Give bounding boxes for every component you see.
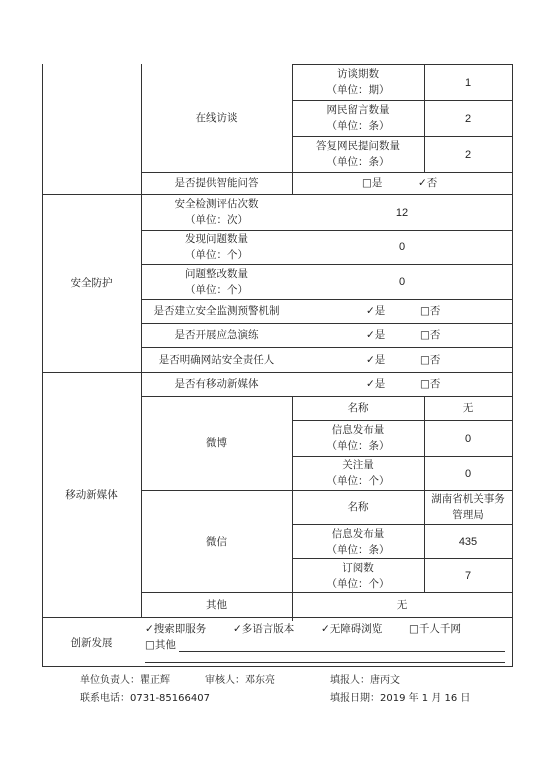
monitoring-mechanism-label: 是否建立安全监测预警机制 (153, 305, 280, 317)
smart-qa-label: 是否提供智能问答 (174, 177, 259, 189)
multi-language-checkbox[interactable]: ✓多语言版本 (233, 623, 295, 635)
row-line (141, 396, 513, 397)
table-border-left (42, 64, 43, 666)
monitoring-no-checkbox[interactable]: □否 (420, 305, 441, 317)
weixin-subscribers-value: 7 (464, 570, 472, 582)
reply-count-value: 2 (464, 149, 472, 161)
issues-fixed-label: 问题整改数量 （单位：个） (185, 268, 248, 296)
weixin-label: 微信 (206, 536, 227, 548)
drill-no-checkbox[interactable]: □否 (420, 329, 441, 341)
reviewer: 审核人：邓东亮 (205, 675, 275, 686)
weibo-posts-label: 信息发布量 （单位：条） (326, 424, 390, 452)
row-line (292, 64, 513, 65)
row-line (42, 194, 513, 195)
emergency-drill-label: 是否开展应急演练 (174, 329, 259, 341)
row-line (141, 323, 513, 324)
filler: 填报人：唐丙文 (330, 675, 400, 686)
weixin-name-label: 名称 (347, 501, 369, 513)
smart-qa-no-checkbox[interactable]: ✓否 (418, 177, 438, 189)
interview-count-label: 访谈期数 （单位：期） (326, 68, 390, 96)
weibo-label: 微博 (206, 437, 227, 449)
weibo-name-label: 名称 (347, 402, 369, 414)
smart-qa-yes-checkbox[interactable]: □是 (362, 177, 383, 189)
unit-head: 单位负责人：瞿正辉 (80, 675, 170, 686)
search-service-checkbox[interactable]: ✓搜索即服务 (145, 623, 207, 635)
weibo-name-value: 无 (462, 402, 474, 414)
innovation-other-checkbox[interactable]: □其他 (145, 639, 176, 651)
row-line (141, 299, 513, 300)
table-border-right (512, 64, 513, 666)
user-message-count-value: 2 (464, 113, 472, 125)
has-mobile-label: 是否有移动新媒体 (174, 378, 259, 390)
interview-count-value: 1 (464, 77, 472, 89)
fill-date: 填报日期：2019 年 1 月 16 日 (330, 693, 471, 704)
accessibility-checkbox[interactable]: ✓无障碍浏览 (321, 623, 383, 635)
issues-found-value: 0 (398, 241, 406, 253)
personalized-web-checkbox[interactable]: □千人千网 (409, 623, 461, 635)
officer-yes-checkbox[interactable]: ✓是 (366, 354, 386, 366)
security-eval-count-value: 12 (395, 207, 409, 219)
weibo-followers-label: 关注量 （单位：个） (326, 459, 390, 487)
mobile-section-label: 移动新媒体 (65, 489, 118, 501)
table-border-bottom (42, 666, 513, 667)
row-line (292, 136, 513, 137)
user-message-count-label: 网民留言数量 （单位：条） (326, 104, 390, 132)
row-line (292, 420, 513, 421)
weixin-posts-label: 信息发布量 （单位：条） (326, 528, 390, 556)
other-media-label: 其他 (206, 599, 227, 611)
contact-phone: 联系电话：0731-85166407 (80, 693, 210, 704)
row-line (141, 347, 513, 348)
weixin-subscribers-label: 订阅数 （单位：个） (326, 562, 390, 590)
officer-no-checkbox[interactable]: □否 (420, 354, 441, 366)
has-mobile-no-checkbox[interactable]: □否 (420, 378, 441, 390)
other-media-value: 无 (396, 599, 408, 611)
security-officer-label: 是否明确网站安全责任人 (158, 354, 275, 366)
row-line (292, 558, 513, 559)
issues-fixed-value: 0 (398, 276, 406, 288)
row-line (292, 100, 513, 101)
row-line (42, 617, 513, 618)
online-interview-label: 在线访谈 (195, 112, 238, 124)
drill-yes-checkbox[interactable]: ✓是 (366, 329, 386, 341)
row-line (141, 592, 513, 593)
weibo-posts-value: 0 (464, 433, 472, 445)
security-eval-count-label: 安全检测评估次数 （单位：次） (174, 198, 259, 226)
issues-found-label: 发现问题数量 （单位：个） (185, 233, 248, 261)
col-divider-2b (292, 172, 293, 194)
row-line (42, 372, 513, 373)
reply-count-label: 答复网民提问数量 （单位：条） (316, 140, 400, 168)
security-section-label: 安全防护 (70, 277, 113, 289)
row-line (292, 524, 513, 525)
weibo-followers-value: 0 (464, 468, 472, 480)
weixin-name-value: 湖南省机关事务 管理局 (431, 493, 505, 521)
innovation-section-label: 创新发展 (70, 637, 113, 649)
has-mobile-yes-checkbox[interactable]: ✓是 (366, 378, 386, 390)
row-line (141, 172, 513, 173)
weixin-posts-value: 435 (458, 536, 478, 548)
monitoring-yes-checkbox[interactable]: ✓是 (366, 305, 386, 317)
other-underline-2 (145, 662, 505, 663)
other-underline (179, 651, 505, 652)
row-line (141, 264, 513, 265)
